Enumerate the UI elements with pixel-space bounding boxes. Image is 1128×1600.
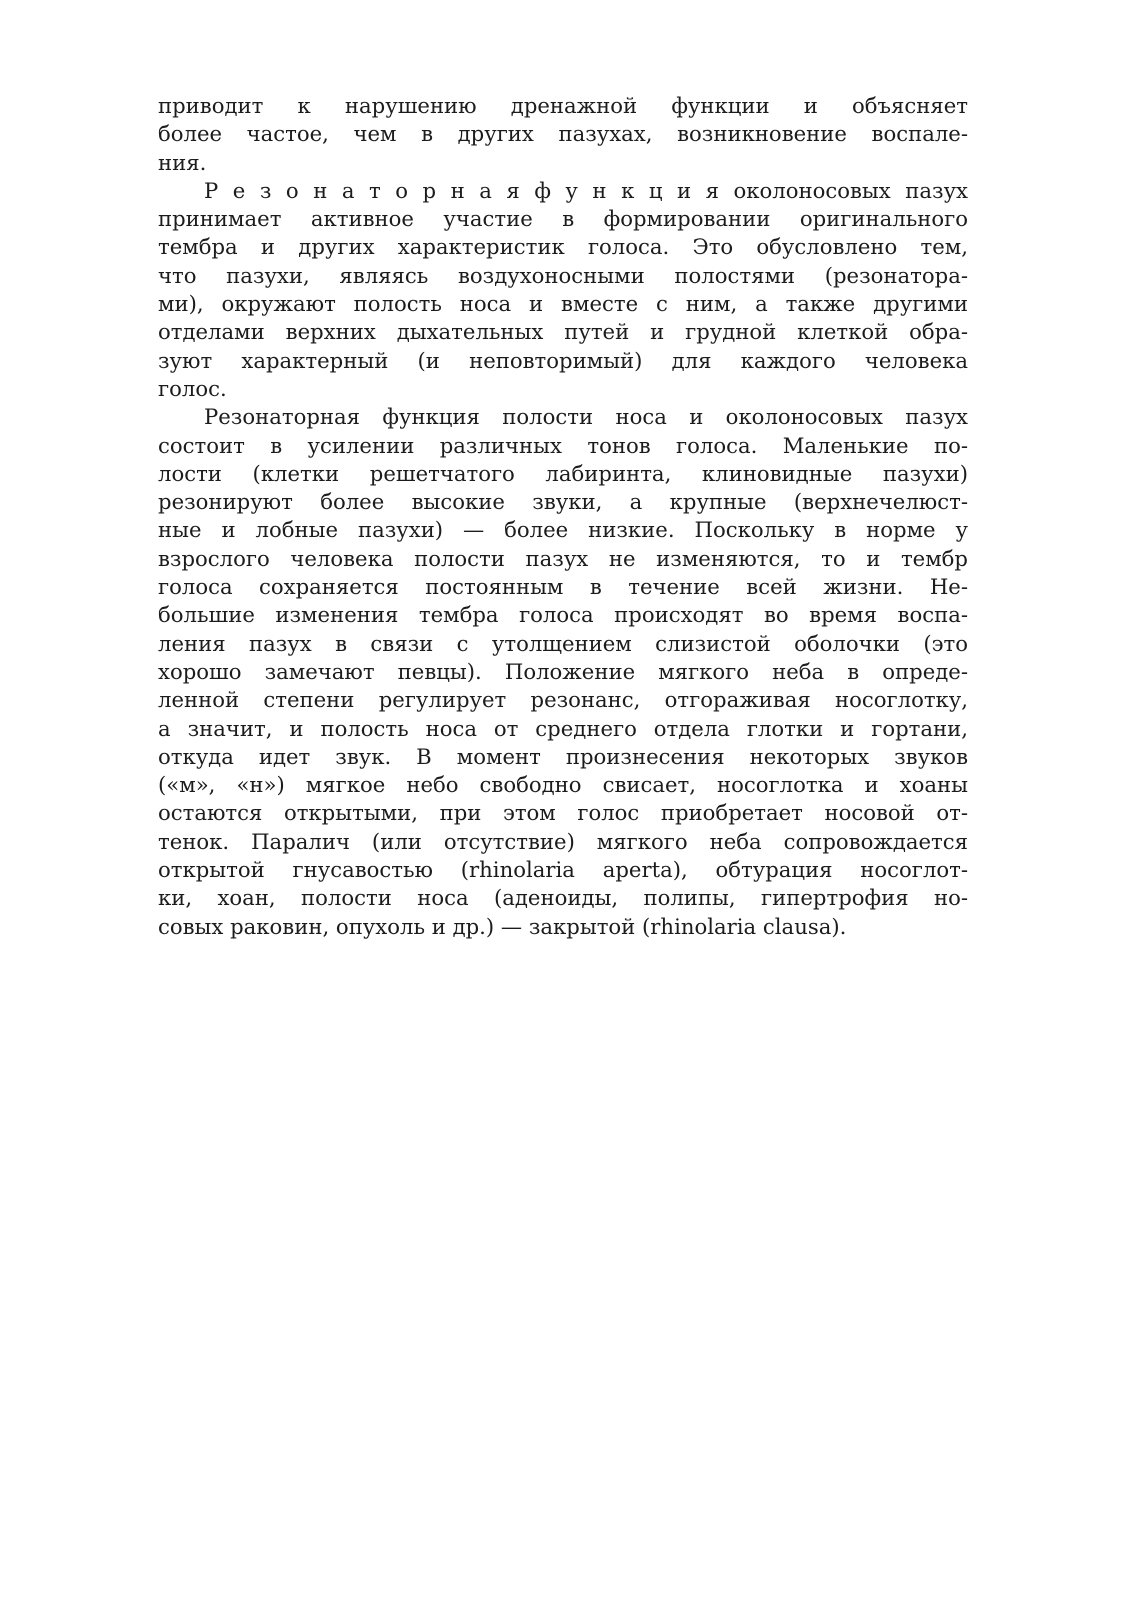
text-line: резонируют более высокие звуки, а крупные (верхнечелюст- [158, 489, 968, 515]
paragraph-1 [158, 92, 968, 177]
paragraph-3 [158, 403, 968, 941]
text-line: голоса сохраняется постоянным в течение всей жизни. Не- [158, 574, 968, 600]
text-line: совых раковин, опухоль и др.) — закрытой (rhinolaria clausa). [158, 913, 847, 939]
text-line: голос. [158, 375, 227, 401]
text-line: а значит, и полость носа от среднего отдела глотки и гортани, [158, 715, 968, 741]
text-line: большие изменения тембра голоса происходят во время воспа- [158, 602, 968, 628]
text-line: тенок. Паралич (или отсутствие) мягкого неба сопровождается [158, 828, 968, 854]
text-line: отделами верхних дыхательных путей и грудной клеткой обра- [158, 319, 968, 345]
text-line: откуда идет звук. В момент произнесения некоторых звуков [158, 743, 968, 769]
text-line: хорошо замечают певцы). Положение мягкого неба в опреде- [158, 658, 968, 684]
text-line: остаются открытыми, при этом голос приобретает носовой от- [158, 800, 968, 826]
text-line: Резонаторная функция полости носа и околоносовых пазух [204, 404, 968, 430]
text-line: более частое, чем в других пазухах, возникновение воспале- [158, 121, 968, 147]
text-line: состоит в усилении различных тонов голоса. Маленькие по- [158, 432, 968, 458]
text-line: ми), окружают полость носа и вместе с ним, а также другими [158, 291, 968, 317]
text-line: зуют характерный (и неповторимый) для каждого человека [158, 347, 968, 373]
text-line: ления пазух в связи с утолщением слизистой оболочки (это [158, 630, 968, 656]
text-line: принимает активное участие в формировании оригинального [158, 206, 968, 232]
document-body [158, 92, 968, 941]
text-line: Р е з о н а т о р н а я ф у н к ц и я околоносовых пазух [204, 177, 968, 203]
text-line: открытой гнусавостью (rhinolaria aperta), обтурация носоглот- [158, 857, 968, 883]
text-line: взрослого человека полости пазух не изменяются, то и тембр [158, 545, 968, 571]
text-line: тембра и других характеристик голоса. Это обусловлено тем, [158, 234, 968, 260]
text-line: ния. [158, 149, 207, 175]
text-line: ки, хоан, полости носа (аденоиды, полипы, гипертрофия но- [158, 885, 968, 911]
text-line: ные и лобные пазухи) — более низкие. Поскольку в норме у [158, 517, 968, 543]
text-line: лости (клетки решетчатого лабиринта, клиновидные пазухи) [158, 460, 968, 486]
text-line: приводит к нарушению дренажной функции и объясняет [158, 93, 968, 118]
text-line: («м», «н») мягкое небо свободно свисает, носоглотка и хоаны [158, 772, 968, 798]
text-line: ленной степени регулирует резонанс, отгораживая носоглотку, [158, 687, 968, 713]
paragraph-2 [158, 177, 968, 403]
text-line: что пазухи, являясь воздухоносными полостями (резонатора- [158, 262, 968, 288]
